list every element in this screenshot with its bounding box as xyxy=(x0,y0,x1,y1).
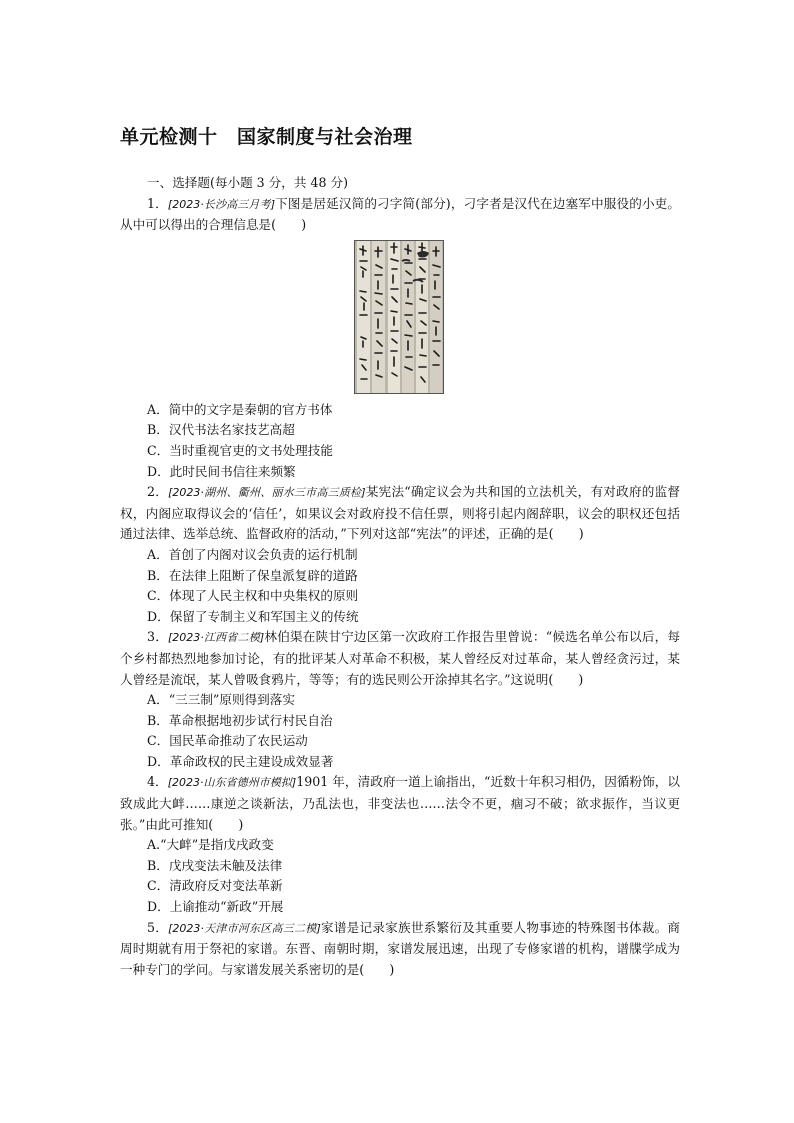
question-number: 4． xyxy=(147,774,168,790)
question-source: [2023·山东省德州市模拟] xyxy=(167,776,297,790)
question-4 xyxy=(120,772,680,917)
option-a: A．简中的文字是秦朝的官方书体 xyxy=(147,401,333,417)
option-a: A．“三三制”原则得到落实 xyxy=(147,692,295,708)
option-d: D．此时民间书信往来频繁 xyxy=(147,463,296,479)
option-d: D．上谕推动“新政”开展 xyxy=(147,899,284,915)
page-title: 单元检测十 国家制度与社会治理 xyxy=(120,126,413,148)
option-b: B．汉代书法名家技艺高超 xyxy=(147,422,295,438)
question-stem xyxy=(120,194,680,236)
bamboo-slips-drawing xyxy=(355,241,443,393)
question-3 xyxy=(120,627,680,772)
question-1 xyxy=(120,194,680,483)
question-number: 5． xyxy=(147,919,169,935)
option-b: B．在法律上阻断了保皇派复辟的道路 xyxy=(147,567,358,583)
section-heading: 一、选择题(每小题 3 分，共 48 分) xyxy=(147,175,349,190)
question-number: 3． xyxy=(147,629,168,645)
option-b: B．戊戌变法未触及法律 xyxy=(147,857,283,873)
question-2 xyxy=(120,482,680,627)
figure-container xyxy=(120,236,680,400)
option-a: A．首创了内阁对议会负责的运行机制 xyxy=(147,546,358,562)
question-number: 1． xyxy=(147,195,168,211)
option-c: C．清政府反对变法革新 xyxy=(147,878,283,894)
question-source: [2023·湖州、衢州、丽水三市高三质检] xyxy=(168,486,366,500)
question-source: [2023·江西省二模] xyxy=(168,631,265,645)
question-stem xyxy=(120,482,680,545)
option-d: D．保留了专制主义和军国主义的传统 xyxy=(147,608,359,624)
bamboo-slips-image xyxy=(354,240,444,394)
question-number: 2． xyxy=(147,484,169,500)
option-b: B．革命根据地初步试行村民自治 xyxy=(147,712,333,728)
question-text: 某宪法“确定议会为共和国的立法机关，有对政府的监督权，内阁应取得议会的‘信任’，如果议会对政府投不信任票，则将引起内阁辞职，议会的职权还包括通过法律、选举总统、监督政府的活动，”下列对这部“宪法”的评述，正确的是( ) xyxy=(120,484,681,542)
question-text: 下图是居延汉简的刁字简(部分)，刁字者是汉代在边塞军中服役的小吏。从中可以得出的合理信息是( ) xyxy=(120,195,681,233)
option-d: D．革命政权的民主建设成效显著 xyxy=(147,753,334,769)
content-body xyxy=(120,173,680,980)
question-stem xyxy=(120,627,680,690)
question-text: 林伯渠在陕甘宁边区第一次政府工作报告里曾说：“候选名单公布以后，每个乡村都热烈地参加讨论，有的批评某人对革命不积极，某人曾经反对过革命，某人曾经贪污过，某人曾经是流氓，某人曾吸食鸦片，等等；有的选民则公开涂掉其名字。”这说明( ) xyxy=(120,629,680,687)
option-c: C．当时重视官吏的文书处理技能 xyxy=(147,442,333,458)
question-source: [2023·长沙高三月考] xyxy=(167,197,275,211)
option-c: C．体现了人民主权和中央集权的原则 xyxy=(147,588,359,604)
question-stem xyxy=(120,918,680,981)
option-c: C．国民革命推动了农民运动 xyxy=(147,733,308,749)
question-source: [2023·天津市河东区高三二模] xyxy=(168,921,321,935)
question-text: 1901 年，清政府一道上谕指出，“近数十年积习相仍，因循粉饰，以致成此大衅……康逆之谈新法，乃乱法也，非变法也……法令不更，痼习不破；欲求振作，当议更张。”由此可推知( ) xyxy=(120,774,680,832)
option-a: A.“大衅”是指戊戌政变 xyxy=(147,837,274,853)
question-5 xyxy=(120,918,680,981)
question-text: 家谱是记录家族世系繁衍及其重要人物事迹的特殊图书体裁。商周时期就有用于祭祀的家谱。东晋、南朝时期，家谱发展迅速，出现了专修家谱的机构，谱牒学成为一种专门的学问。与家谱发展关系密切的是( ) xyxy=(120,919,681,977)
question-stem xyxy=(120,772,680,835)
